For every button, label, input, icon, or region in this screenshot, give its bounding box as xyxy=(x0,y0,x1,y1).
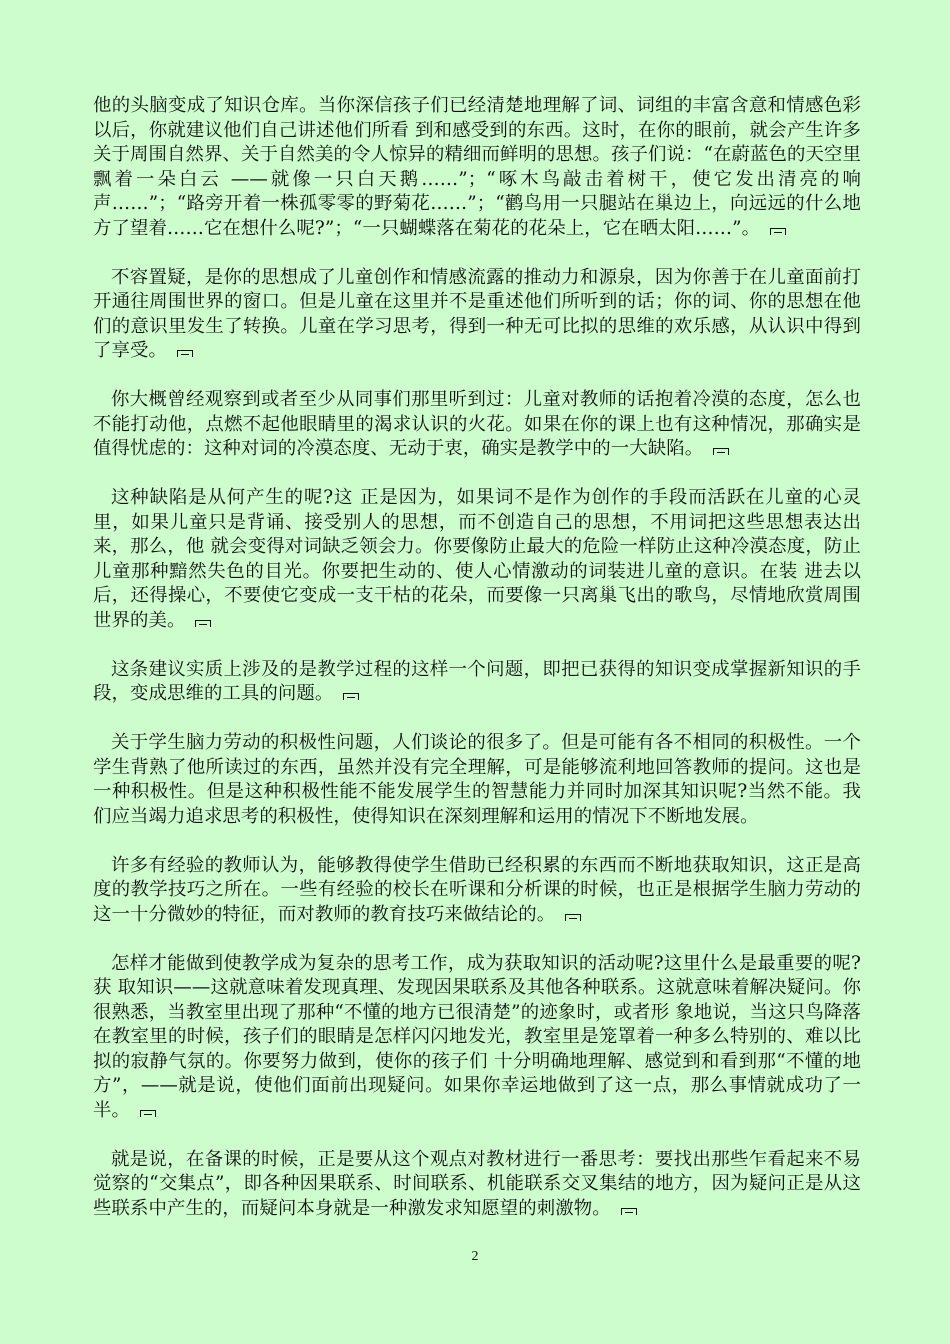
paragraph-2 xyxy=(93,266,861,364)
paragraph-9 xyxy=(93,1148,861,1222)
paragraph-7-text: 许多有经验的教师认为，能够教得使学生借助已经积累的东西而不断地获取知识，这正是高度的教学技巧之所在。一些有经验的校长在听课和分析课的时候，也正是根据学生脑力劳动的这一十分微妙的特征，而对教师的教育技巧来做结论的。 xyxy=(93,854,861,925)
paragraph-mark-icon xyxy=(177,350,193,357)
paragraph-mark-icon xyxy=(140,1110,156,1117)
document-body xyxy=(93,94,861,1246)
paragraph-5-text: 这条建议实质上涉及的是教学过程的这样一个问题，即把已获得的知识变成掌握新知识的手段，变成思维的工具的问题。 xyxy=(93,658,861,704)
paragraph-3-text: 你大概曾经观察到或者至少从同事们那里听到过：儿童对教师的话抱着冷漠的态度，怎么也不能打动他，点燃不起他眼睛里的渴求认识的火花。如果在你的课上也有这种情况，那确实是值得忧虑的：这种对词的冷漠态度、无动于衷，确实是教学中的一大缺陷。 xyxy=(93,389,861,459)
paragraph-mark-icon xyxy=(343,693,359,700)
paragraph-7 xyxy=(93,854,861,928)
paragraph-4-text: 这种缺陷是从何产生的呢?这 正是因为，如果词不是作为创作的手段而活跃在儿童的心灵里，如果儿童只是背诵、接受别人的思想，而不创造自己的思想，不用词把这些思想表达出来，那么，他 就会变得对词缺乏领会力。你要像防止最大的危险一样防止这种冷漠态度，防止儿童那种黯然失色的目光。你要把生动的、使人心情激动的词装进儿童的意识。在装 进去以后，还得操心，不要使它变成一支干枯的花朵，而要像一只离巢飞出的歌鸟，尽情地欣赏周围世界的美。 xyxy=(93,487,861,631)
paragraph-4 xyxy=(93,486,861,633)
paragraph-6-text: 关于学生脑力劳动的积极性问题，人们谈论的很多了。但是可能有各不相同的积极性。一个学生背熟了他所读过的东西，虽然并没有完全理解，可是能够流利地回答教师的提问。这也是一种积极性。但是这种积极性能不能发展学生的智慧能力并同时加深其知识呢?当然不能。我们应当竭力追求思考的积极性，使得知识在深刻理解和运用的情况下不断地发展。 xyxy=(93,732,861,827)
paragraph-3 xyxy=(93,388,861,462)
paragraph-8-text: 怎样才能做到使教学成为复杂的思考工作，成为获取知识的活动呢?这里什么是最重要的呢?获 取知识——这就意味着发现真理、发现因果联系及其他各种联系。这就意味着解决疑问。你很熟悉，当教室里出现了那种“不懂的地方已很清楚”的迹象时，或者形 象地说，当这只鸟降落在教室里的时候，孩子们的眼睛是怎样闪闪地发光，教室里是笼罩着一种多么特别的、难以比拟的寂静气氛的。你要努力做到，使你的孩子们 十分明确地理解、感觉到和看到那“不懂的地方”，——就是说，使他们面前出现疑问。如果你幸运地做到了这一点，那么事情就成功了一半。 xyxy=(93,952,861,1121)
paragraph-5 xyxy=(93,658,861,707)
paragraph-mark-icon xyxy=(565,914,581,921)
paragraph-6 xyxy=(93,731,861,829)
paragraph-mark-icon xyxy=(621,1208,637,1215)
page-number: 2 xyxy=(471,1249,479,1264)
paragraph-8 xyxy=(93,952,861,1124)
paragraph-9-text: 就是说，在备课的时候，正是要从这个观点对教材进行一番思考：要找出那些乍看起来不易觉察的“交集点”，即各种因果联系、时间联系、机能联系交叉集结的地方，因为疑问正是从这些联系中产生的，而疑问本身就是一种激发求知愿望的刺激物。 xyxy=(93,1148,861,1219)
paragraph-1-text: 他的头脑变成了知识仓库。当你深信孩子们已经清楚地理解了词、词组的丰富含意和情感色彩以后，你就建议他们自己讲述他们所看 到和感受到的东西。这时，在你的眼前，就会产生许多关于周围自然界、关于自然美的令人惊异的精细而鲜明的思想。孩子们说：“在蔚蓝色的天空里飘着一朵白云 ——就像一只白天鹅……”；“啄木鸟敲击着树干，使它发出清亮的响声……”；“路旁开着一株孤零零的野菊花……”；“鹳鸟用一只腿站在巢边上，向远远的什么地方了望着……它在想什么呢?”；“一只蝴蝶落在菊花的花朵上，它在晒太阳……”。 xyxy=(93,95,861,239)
paragraph-mark-icon xyxy=(195,620,211,627)
paragraph-mark-icon xyxy=(713,448,729,455)
paragraph-2-text: 不容置疑，是你的思想成了儿童创作和情感流露的推动力和源泉，因为你善于在儿童面前打开通往周围世界的窗口。但是儿童在这里并不是重述他们所听到的话；你的词、你的思想在他们的意识里发生了转换。儿童在学习思考，得到一种无可比拟的思维的欢乐感，从认识中得到了享受。 xyxy=(93,266,861,361)
paragraph-mark-icon xyxy=(770,228,786,235)
paragraph-1 xyxy=(93,94,861,241)
